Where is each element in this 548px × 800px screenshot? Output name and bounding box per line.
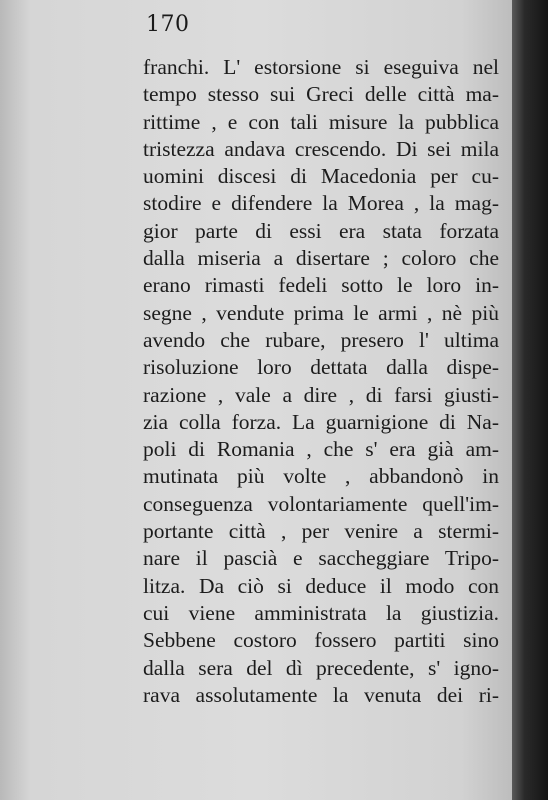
text-line: segne , vendute prima le armi , nè più: [143, 300, 499, 325]
text-line: dalla sera del dì precedente, s' igno-: [143, 655, 499, 680]
text-line: cui viene amministrata la giustizia.: [143, 600, 499, 625]
page-edge: [512, 0, 548, 800]
text-line: mutinata più volte , abbandonò in: [143, 464, 499, 489]
text-line: nare il pascià e saccheggiare Tripo-: [143, 546, 499, 571]
text-line: avendo che rubare, presero l' ultima: [143, 327, 499, 352]
text-line: conseguenza volontariamente quell'im-: [143, 491, 499, 516]
text-line: razione , vale a dire , di farsi giusti-: [143, 382, 499, 407]
text-line: rittime , e con tali misure la pubblica: [143, 109, 499, 134]
text-line: rava assolutamente la venuta dei ri-: [143, 682, 499, 707]
text-line: stodire e difendere la Morea , la mag-: [143, 191, 499, 216]
text-line: portante città , per venire a stermi-: [143, 519, 499, 544]
text-line: zia colla forza. La guarnigione di Na-: [143, 409, 499, 434]
text-line: litza. Da ciò si deduce il modo con: [143, 573, 499, 598]
text-line: franchi. L' estorsione si eseguiva nel: [143, 55, 499, 79]
page-number: 170: [146, 12, 190, 37]
text-line: poli di Romania , che s' era già am-: [143, 437, 499, 462]
text-line: tristezza andava crescendo. Di sei mila: [143, 136, 499, 161]
text-line: Sebbene costoro fossero partiti sino: [143, 628, 499, 653]
body-text: [143, 54, 499, 709]
text-line: uomini discesi di Macedonia per cu-: [143, 164, 499, 189]
text-line: dalla miseria a disertare ; coloro che: [143, 246, 499, 271]
text-line: tempo stesso sui Greci delle città ma-: [143, 82, 499, 107]
text-line: gior parte di essi era stata forzata: [143, 218, 499, 243]
text-line: erano rimasti fedeli sotto le loro in-: [143, 273, 499, 298]
text-line: risoluzione loro dettata dalla dispe-: [143, 355, 499, 380]
